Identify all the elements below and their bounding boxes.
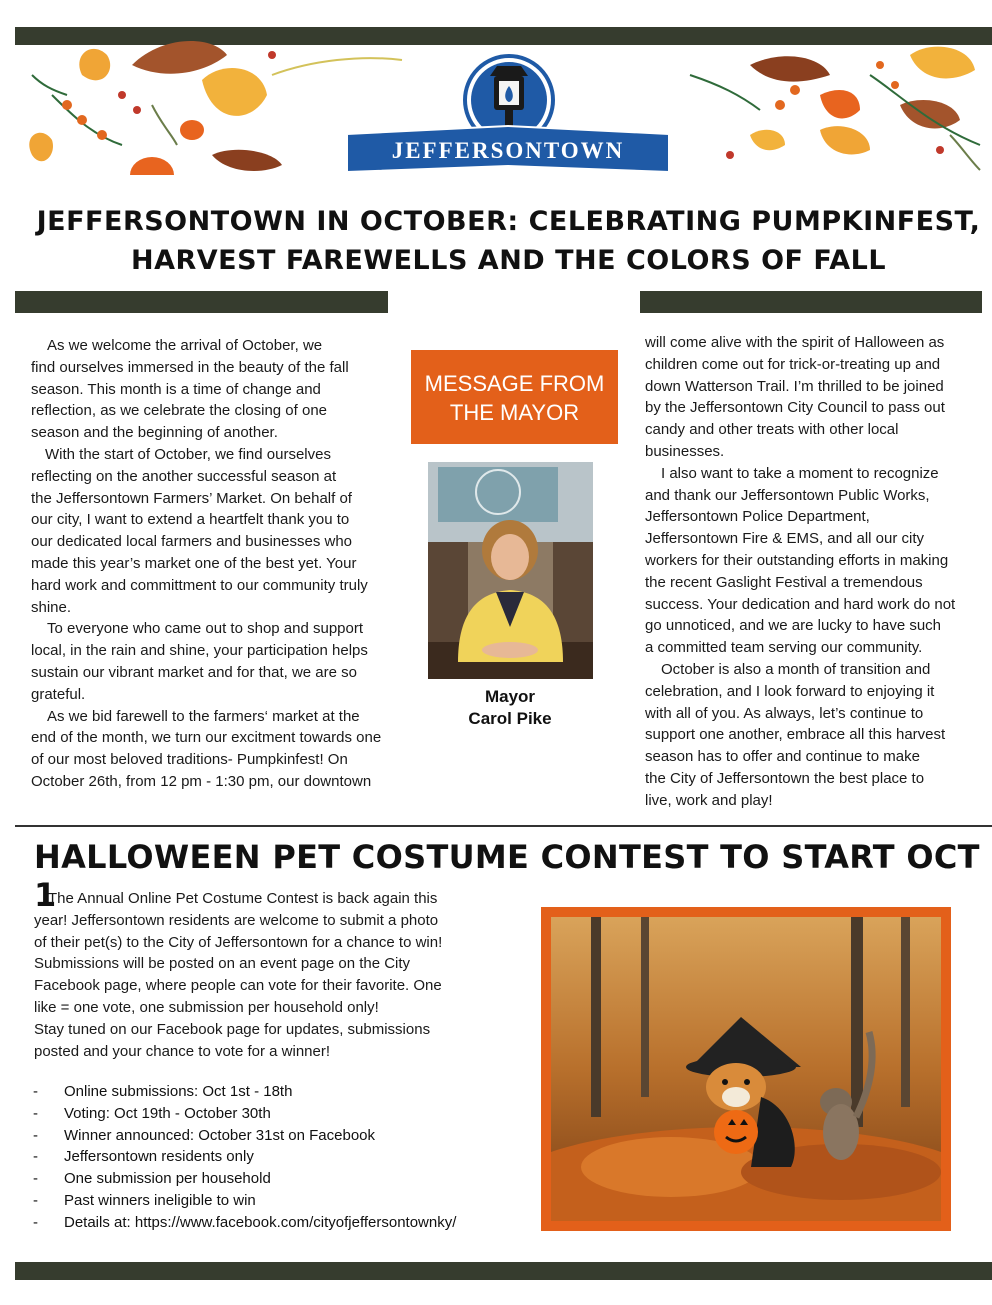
jeffersontown-logo (345, 54, 671, 176)
bottom-decorative-bar (15, 1262, 992, 1280)
text-line: with all of you. As always, let’s continue to (645, 704, 924, 722)
text-line: With the start of October, we find ourselves (45, 445, 331, 463)
list-item-text: Voting: Oct 19th - October 30th (64, 1104, 271, 1122)
text-line: Jeffersontown Police Department, (645, 508, 870, 526)
text-line: Jeffersontown Fire & EMS, and all our city (645, 530, 925, 548)
text-line: go unnoticed, and we are lucky to have such (645, 617, 942, 635)
text-line: a committed team serving our community. (645, 639, 923, 657)
text-line: grateful. (31, 685, 86, 703)
banner-line: MESSAGE FROM (424, 371, 605, 396)
text-line: posted and your chance to vote for a winner! (34, 1042, 331, 1060)
text-line: season has to offer and continue to make (645, 748, 920, 766)
list-item-text: Past winners ineligible to win (64, 1191, 256, 1209)
text-line: Submissions will be posted on an event page on the City (34, 955, 411, 973)
text-line: hard work and committment to our community truly (31, 576, 368, 594)
page-headline (20, 202, 992, 280)
list-item (33, 1125, 533, 1147)
message-from-mayor-banner (411, 350, 618, 444)
text-line: Stay tuned on our Facebook page for updates, submissions (34, 1020, 431, 1038)
text-line: season and the beginning of another. (31, 424, 278, 442)
text-line: end of the month, we turn our excitment towards one (31, 729, 382, 747)
text-line: sustain our vibrant market and for that, we are so (31, 663, 357, 681)
text-line: candy and other treats with other local (645, 421, 899, 439)
text-line: October 26th, from 12 pm - 1:30 pm, our downtown (31, 772, 372, 790)
text-line: by the Jeffersontown City Council to pass out (645, 399, 945, 417)
headline-line: JEFFERSONTOWN IN OCTOBER: CELEBRATING PUMPKINFEST, (36, 206, 981, 237)
logo-wordmark: JEFFERSONTOWN (391, 138, 625, 163)
text-line: As we bid farewell to the farmers‘ market at the (47, 707, 360, 725)
text-line: workers for their outstanding efforts in making (645, 551, 949, 569)
text-line: reflection, as we celebrate the closing of one (31, 402, 328, 420)
pet-contest-headline: HALLOWEEN PET COSTUME CONTEST TO START OCT 1 (34, 838, 980, 914)
text-line: support one another, embrace all this harvest (645, 726, 946, 744)
text-line: The Annual Online Pet Costume Contest is back again this (48, 890, 438, 907)
text-line: like = one vote, one submission per household only! (34, 998, 379, 1016)
list-item (33, 1190, 533, 1212)
caption-name: Carol Pike (468, 709, 552, 728)
list-item (33, 1081, 533, 1103)
text-line: the Jeffersontown Farmers’ Market. On behalf of (31, 489, 352, 507)
list-item-text: Online submissions: Oct 1st - 18th (64, 1083, 293, 1100)
autumn-leaves-illustration-right (670, 35, 990, 175)
text-line: year! Jeffersontown residents are welcome to submit a photo (34, 911, 439, 929)
text-line: of their pet(s) to the City of Jeffersontown for a chance to win! (34, 933, 443, 951)
banner-line: THE MAYOR (449, 400, 580, 425)
list-item (33, 1103, 533, 1125)
text-line: our dedicated local farmers and businesses who (31, 533, 353, 551)
text-line: shine. (31, 598, 72, 616)
bullet-dash: - (33, 1148, 38, 1166)
mayor-portrait-photo (428, 462, 593, 679)
text-line: children come out for trick-or-treating up and (645, 355, 941, 373)
bullet-dash: - (33, 1083, 38, 1100)
list-item (33, 1212, 533, 1234)
text-line: As we welcome the arrival of October, we (47, 337, 323, 354)
bullet-dash: - (33, 1191, 38, 1209)
text-line: reflecting on the another successful season at (31, 467, 337, 485)
bullet-dash: - (33, 1213, 38, 1231)
text-line: To everyone who came out to shop and support (47, 620, 364, 638)
bullet-dash: - (33, 1126, 38, 1144)
text-line: October is also a month of transition and (661, 660, 931, 678)
list-item-text: Winner announced: October 31st on Facebook (64, 1126, 376, 1144)
mayor-message-column-left (31, 335, 421, 793)
list-item-text: One submission per household (64, 1170, 271, 1188)
text-line: find ourselves immersed in the beauty of the fall (31, 358, 349, 376)
list-item-text: Jeffersontown residents only (64, 1148, 254, 1166)
text-line: Facebook page, where people can vote for their favorite. One (34, 977, 442, 995)
text-line: of our most beloved traditions- Pumpkinfest! On (31, 751, 348, 769)
text-line: season. This month is a time of change and (31, 380, 321, 398)
list-item (33, 1146, 533, 1168)
bullet-dash: - (33, 1104, 38, 1122)
headline-underline-right (640, 291, 982, 313)
text-line: down Watterson Trail. I’m thrilled to be joined (645, 377, 944, 395)
text-line: and thank our Jeffersontown Public Works, (645, 486, 930, 504)
mayor-message-column-right (645, 332, 992, 812)
pet-contest-intro (34, 888, 514, 1062)
contest-details-list (33, 1081, 533, 1234)
text-line: I also want to take a moment to recognize (661, 464, 939, 482)
text-line: success. Your dedication and hard work do not (645, 595, 956, 613)
text-line: live, work and play! (645, 791, 773, 809)
section-divider (15, 825, 992, 827)
text-line: our city, I want to extend a heartfelt thank you to (31, 511, 350, 529)
headline-line: HARVEST FAREWELLS AND THE COLORS OF FALL (130, 245, 887, 276)
mayor-caption (430, 686, 590, 730)
text-line: will come alive with the spirit of Halloween as (645, 334, 945, 351)
text-line: the City of Jeffersontown the best place to (645, 769, 925, 787)
text-line: businesses. (645, 442, 725, 460)
pet-photo-frame (541, 907, 951, 1231)
headline-underline-left (15, 291, 388, 313)
text-line: celebration, and I look forward to enjoying it (645, 682, 935, 700)
list-item (33, 1168, 533, 1190)
bullet-dash: - (33, 1170, 38, 1188)
pet-costume-photo (551, 917, 941, 1221)
text-line: made this year’s market one of the best yet. Your (31, 554, 357, 572)
text-line: local, in the rain and shine, your participation helps (31, 642, 368, 660)
text-line: the recent Gaslight Festival a tremendous (645, 573, 923, 591)
list-item-text: Details at: https://www.facebook.com/cityofjeffersontownky/ (64, 1213, 457, 1231)
caption-title: Mayor (484, 687, 536, 706)
